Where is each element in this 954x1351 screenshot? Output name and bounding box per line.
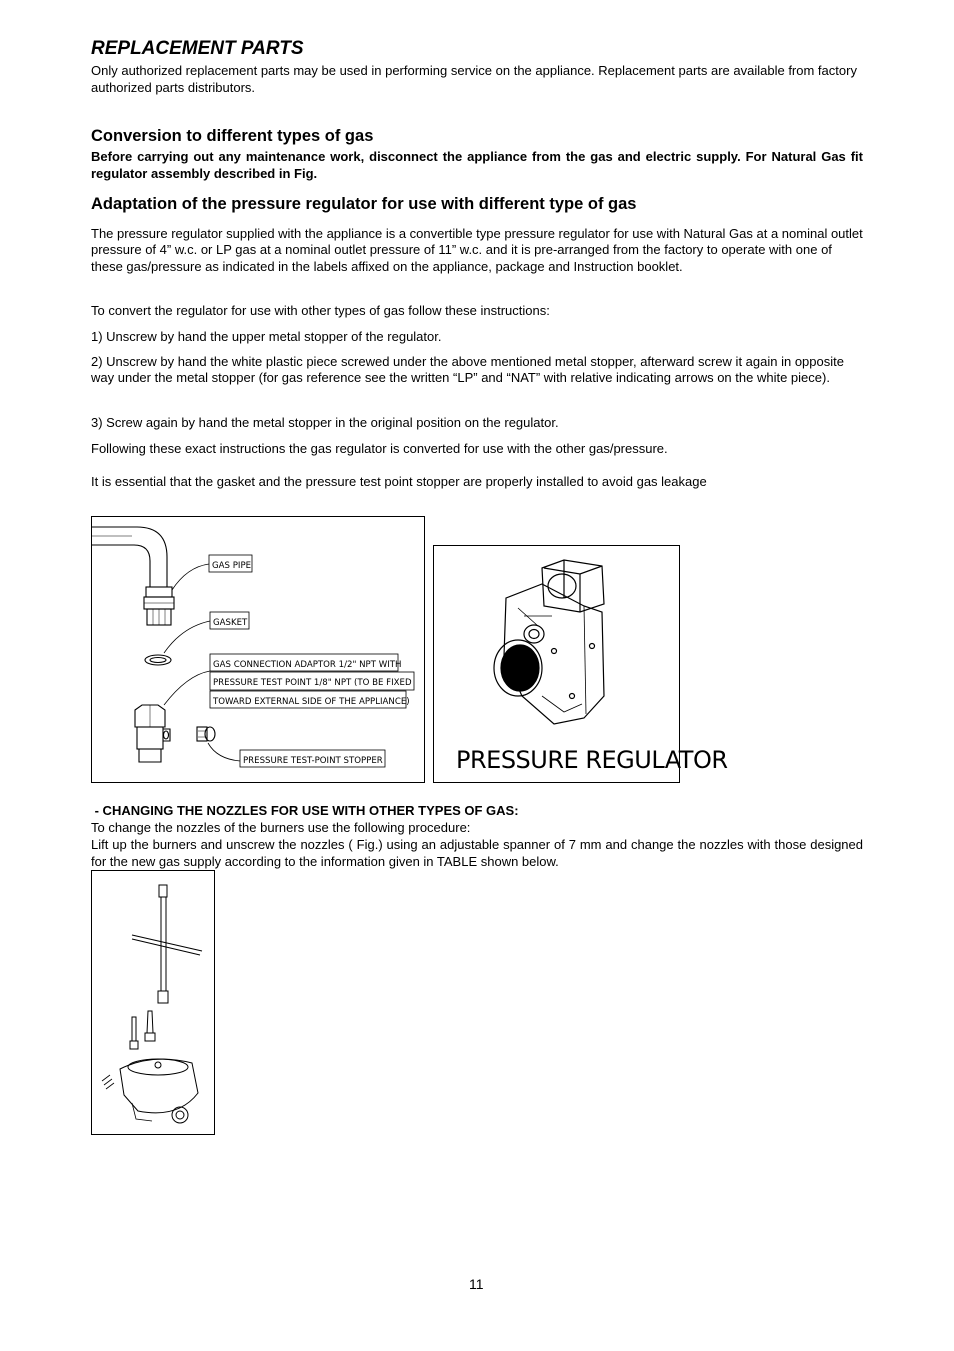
gas-pipe-label: GAS PIPE bbox=[212, 561, 252, 571]
adaptor-label-line-3: TOWARD EXTERNAL SIDE OF THE APPLIANCE) bbox=[213, 697, 410, 707]
pressure-regulator-figure bbox=[433, 545, 728, 783]
adaptor-label-line-2: PRESSURE TEST POINT 1/8" NPT (TO BE FIXED bbox=[213, 678, 412, 688]
conversion-heading: Conversion to different types of gas bbox=[91, 127, 374, 145]
adaptation-paragraph-3: Following these exact instructions the gas regulator is converted for use with the other gas/pressure. bbox=[91, 441, 668, 456]
nozzles-intro: To change the nozzles of the burners use the following procedure: bbox=[91, 820, 471, 835]
gas-connection-figure bbox=[91, 516, 425, 783]
nozzles-heading: - CHANGING THE NOZZLES FOR USE WITH OTHER TYPES OF GAS: bbox=[91, 803, 519, 818]
adaptation-paragraph-2: To convert the regulator for use with other types of gas follow these instructions: bbox=[91, 303, 550, 318]
page-number: 11 bbox=[469, 1276, 484, 1292]
step-2: 2) Unscrew by hand the white plastic piece screwed under the above mentioned metal stopper, afterward screw it again in opposite way under the metal stopper (for gas reference see the written “LP” and “NAT” with relative indicating arrows on the white piece). bbox=[91, 354, 844, 386]
step-3: 3) Screw again by hand the metal stopper in the original position on the regulator. bbox=[91, 415, 559, 430]
nozzle-spanner-figure bbox=[91, 870, 215, 1135]
gasket-label: GASKET bbox=[213, 618, 248, 628]
gas-pipe-inner-edge bbox=[92, 545, 150, 587]
adaptor-label-line-1: GAS CONNECTION ADAPTOR 1/2" NPT WITH bbox=[213, 660, 402, 670]
nozzles-procedure: Lift up the burners and unscrew the nozzles ( Fig.) using an adjustable spanner of 7 mm and change the nozzles with those designed for the new gas supply according to the information given in TABLE shown below. bbox=[91, 837, 863, 869]
pressure-regulator-caption: PRESSURE REGULATOR bbox=[456, 746, 728, 774]
adaptation-heading: Adaptation of the pressure regulator for use with different type of gas bbox=[91, 195, 637, 213]
intro-paragraph: Only authorized replacement parts may be used in performing service on the appliance. Replacement parts are available from factory authorized parts distributors. bbox=[91, 63, 857, 95]
stopper-label: PRESSURE TEST-POINT STOPPER bbox=[243, 756, 383, 766]
adaptation-paragraph-1: The pressure regulator supplied with the appliance is a convertible type pressure regulator for use with Natural Gas at a nominal outlet pressure of 4” w.c. or LP gas at a nominal outlet pressure of 11” w.c. and it is pre-arranged from the factory to operate with one of these gas/pressure as indicated in the labels affixed on the appliance, package and Instruction booklet. bbox=[91, 226, 863, 274]
gasket-warning: It is essential that the gasket and the pressure test point stopper are properly installed to avoid gas leakage bbox=[91, 474, 707, 489]
step-1: 1) Unscrew by hand the upper metal stopper of the regulator. bbox=[91, 329, 442, 344]
conversion-warning: Before carrying out any maintenance work, disconnect the appliance from the gas and electric supply. For Natural Gas fit regulator assembly described in Fig. bbox=[91, 149, 863, 181]
page-title: REPLACEMENT PARTS bbox=[91, 38, 304, 59]
